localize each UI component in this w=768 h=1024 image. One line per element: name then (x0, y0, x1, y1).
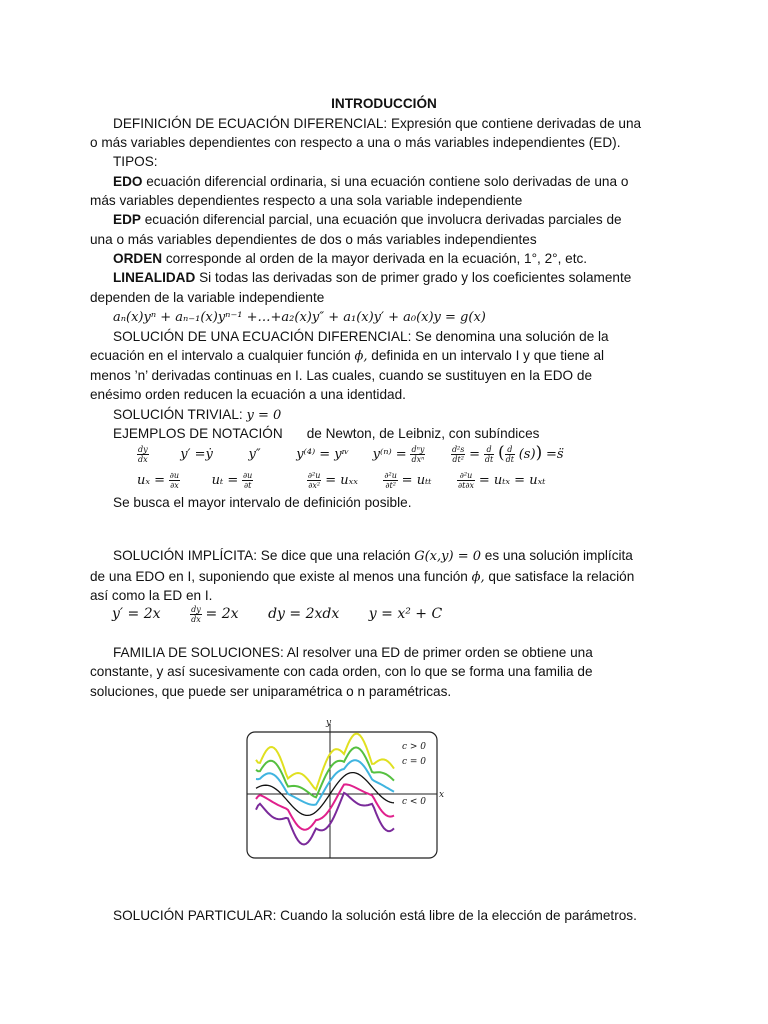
edo-line-2: más variables dependientes respecto a una sola variable independiente (90, 193, 523, 208)
edp-line-1: EDP ecuación diferencial parcial, una ecuación que involucra derivadas parciales de (113, 212, 622, 227)
eq-dy-2xdx: dy = 2xdx (268, 606, 340, 622)
y-axis-label: y (326, 718, 332, 728)
familia-line-2: constante, y así sucesivamente con cada orden, con lo que se forma una familia de (90, 664, 593, 679)
edp-term: EDP (113, 212, 141, 227)
implicita-line-1: SOLUCIÓN IMPLÍCITA: Se dice que una relación G(x,y) = 0 es una solución implícita (113, 548, 633, 564)
edo-line-1: EDO ecuación diferencial ordinaria, si una ecuación contiene solo derivadas de una o (113, 174, 629, 189)
linealidad-line-2: dependen de la variable independiente (90, 290, 325, 305)
orden-term: ORDEN (113, 251, 163, 266)
fraction-d-dt-inner: $\frac{d}{dt}$ (505, 444, 514, 464)
fraction-d2u-dt2: $\frac{\text{∂²u}}{\text{∂t²}}$ (384, 470, 397, 490)
ut-notation: uₜ = (211, 473, 239, 488)
equals-sign: = (469, 447, 481, 462)
s-function: (s) (518, 447, 536, 462)
phi-symbol: ϕ, (471, 570, 485, 585)
legend-c-zero: c = 0 (402, 757, 427, 767)
solucion-line-3: menos ’n’ derivadas continuas en I. Las cuales, cuando se sustituyen en la EDO de (90, 368, 593, 383)
implicit-example-equations (112, 604, 442, 625)
notation-row-subscripts (137, 470, 545, 491)
eq-equals-2x: = 2x (205, 606, 239, 622)
trivial-equation: y = 0 (246, 408, 282, 423)
second-derivative: y″ (248, 447, 261, 462)
utx-uxt-notation: = uₜₓ = uₓₜ (478, 473, 546, 488)
ux-notation: uₓ = (137, 473, 166, 488)
definicion-line-2: o más variables dependientes con respecto a una o más variables independientes (ED). (90, 135, 621, 150)
prime-dot-notation: y′ =ẏ (180, 447, 213, 462)
particular-line: SOLUCIÓN PARTICULAR: Cuando la solución está libre de la elección de parámetros. (113, 908, 637, 923)
double-dot-s: =s̈ (545, 447, 564, 462)
page-title: INTRODUCCIÓN (331, 96, 437, 111)
linealidad-line-1: LINEALIDAD Si todas las derivadas son de primer grado y los coeficientes solamente (113, 270, 632, 285)
nth-derivative: y⁽ⁿ⁾ = (372, 447, 407, 462)
implicita-line-3: así como la ED en I. (90, 588, 213, 603)
fraction-dy-dx: $\frac{dy}{dx}$ (138, 444, 148, 464)
utt-notation: = uₜₜ (401, 473, 432, 488)
uxx-notation: = uₓₓ (325, 473, 358, 488)
implicita-line-2: de una EDO en I, suponiendo que existe al menos una función ϕ, que satisface la relación (90, 569, 635, 585)
eq-y-prime-2x: y′ = 2x (112, 606, 161, 622)
fraction-du-dx: $\frac{\partial u}{\partial x}$ (169, 470, 180, 490)
solucion-trivial: SOLUCIÓN TRIVIAL: y = 0 (113, 407, 282, 423)
edo-term: EDO (113, 174, 143, 189)
implicit-relation: G(x,y) = 0 (414, 549, 481, 564)
fraction-dny-dxn: dⁿy dxⁿ (411, 444, 425, 464)
solucion-line-1: SOLUCIÓN DE UNA ECUACIÓN DIFERENCIAL: Se denomina una solución de la (113, 329, 609, 344)
definicion-line-1: DEFINICIÓN DE ECUACIÓN DIFERENCIAL: Expresión que contiene derivadas de una (113, 116, 642, 131)
tipos-heading: TIPOS: (113, 154, 158, 169)
x-axis-label: x (439, 790, 445, 800)
linear-ode-equation: aₙ(x)yⁿ + aₙ₋₁(x)yⁿ⁻¹ +…+a₂(x)y″ + a₁(x)y′ + a₀(x)y = g(x) (113, 310, 486, 325)
edp-line-2: una o más variables dependientes de dos o más variables independientes (90, 232, 537, 247)
fraction-d2u-dx2: $\frac{\text{∂²u}}{\text{∂x²}}$ (307, 470, 321, 490)
legend-c-positive: c > 0 (402, 742, 427, 752)
solucion-line-4: enésimo orden reducen la ecuación a una identidad. (90, 387, 406, 402)
notacion-line: EJEMPLOS DE NOTACIÓN de Newton, de Leibniz, con subíndices (113, 426, 540, 441)
eq-y-x2-c: y = x² + C (368, 606, 443, 622)
fraction-dy-dx: $\frac{dy}{dx}$ (191, 604, 201, 624)
notation-row-newton-leibniz: $\frac{dy}{dx}$ y′ =ẏ y″ y⁽⁴⁾ = yᶦᵛ y⁽ⁿ⁾ = dⁿy dxⁿ $\frac{\text{d²s}}{\text{dt²}}$ = $\frac{d}{dt}$ ( $\frac{d}{dt}$ (s)) =s̈ (138, 443, 564, 464)
familia-line-1: FAMILIA DE SOLUCIONES: Al resolver una ED de primer orden se obtiene una (113, 645, 593, 660)
fourth-derivative: y⁽⁴⁾ = yᶦᵛ (296, 447, 350, 462)
fraction-d-dt-outer: $\frac{d}{dt}$ (484, 444, 494, 464)
fraction-d2u-dtdx: $\frac{\text{∂²u}}{\partial t\partial x}$ (458, 470, 475, 490)
solution-family-figure (246, 716, 446, 862)
legend-c-negative: c < 0 (402, 797, 427, 807)
orden-line: ORDEN corresponde al orden de la mayor derivada en la ecuación, 1°, 2°, etc. (113, 251, 588, 266)
linealidad-term: LINEALIDAD (113, 270, 196, 285)
solucion-line-2: ecuación en el intervalo a cualquier función ϕ, definida en un intervalo I y que tiene al (90, 348, 605, 364)
phi-symbol: ϕ, (354, 349, 368, 364)
fraction-du-dt: $\frac{\partial u}{\partial t}$ (243, 470, 253, 490)
mayor-intervalo-line: Se busca el mayor intervalo de definición posible. (113, 495, 412, 510)
fraction-d2s-dt2: $\frac{\text{d²s}}{\text{dt²}}$ (451, 444, 465, 464)
familia-line-3: soluciones, que puede ser uniparamétrica o n paramétricas. (90, 684, 452, 699)
